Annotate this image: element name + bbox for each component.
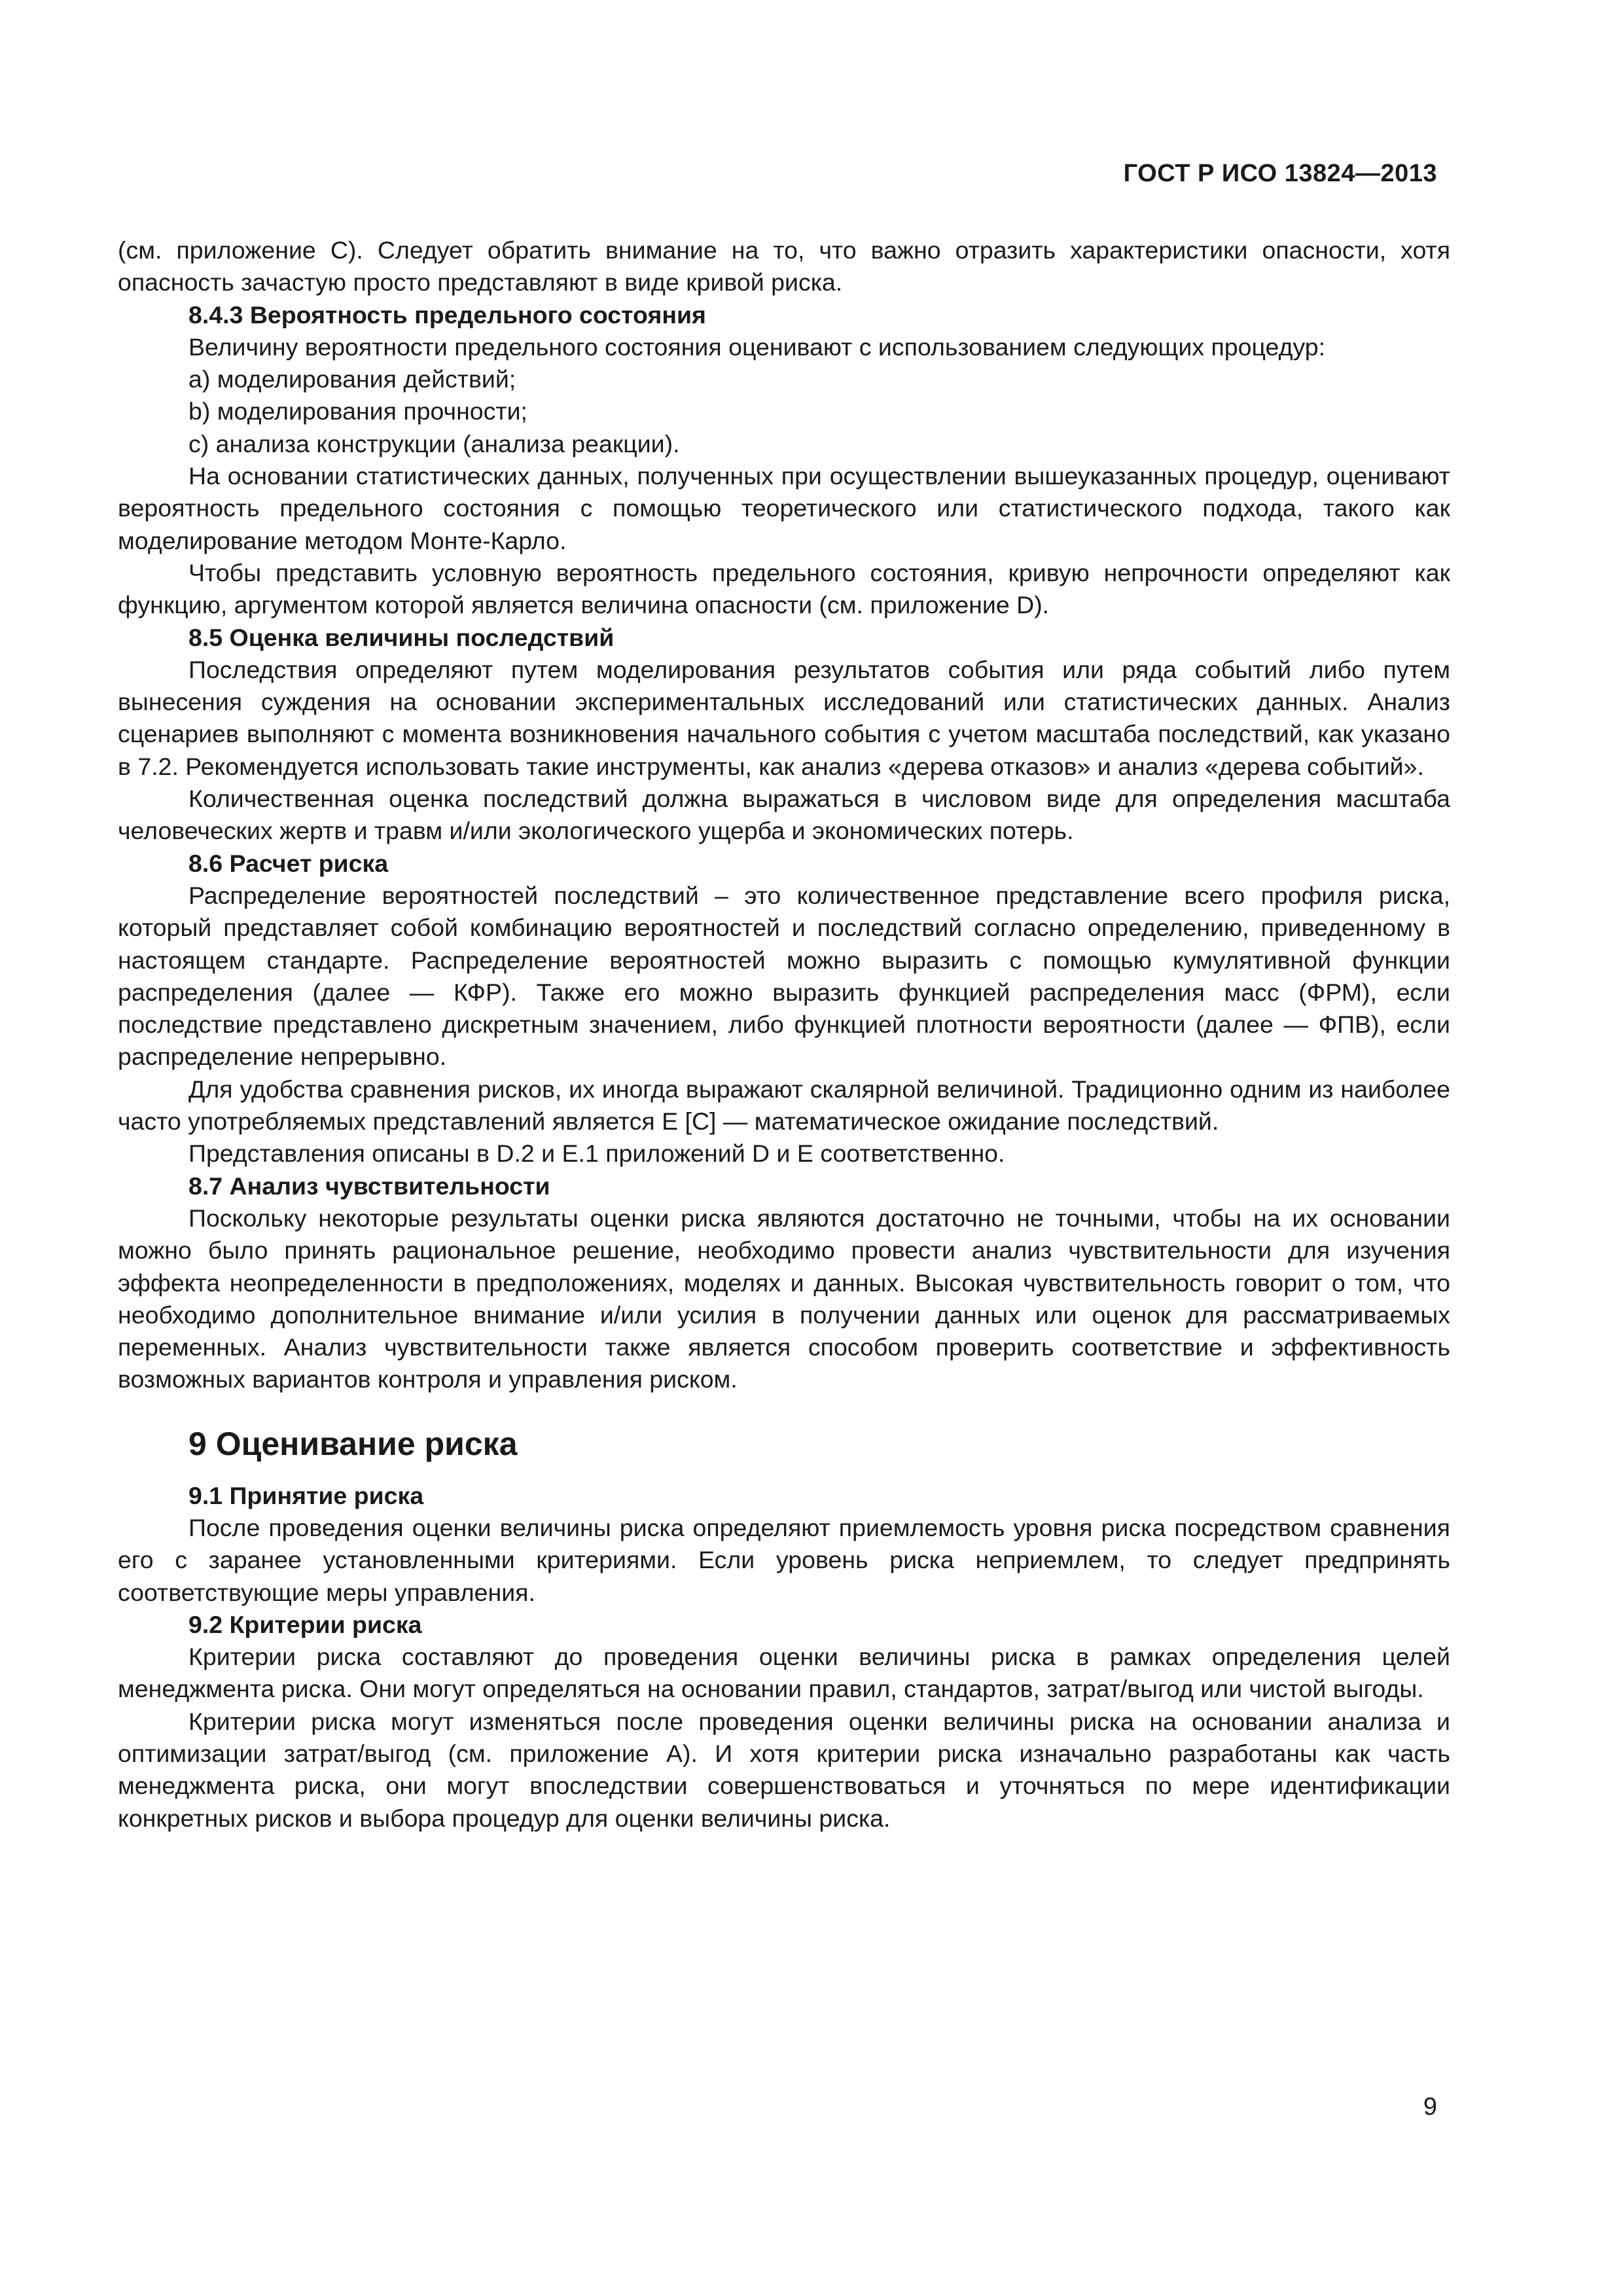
paragraph: На основании статистических данных, полученных при осуществлении вышеуказанных процедур, оценивают вероятность предельного состояния с помощью теоретического или статистического подхода, такого как моделирование методом Монте-Карло.: [118, 462, 1450, 554]
document-code: ГОСТ Р ИСО 13824—2013: [1123, 160, 1437, 187]
list-item: b) моделирования прочности;: [188, 397, 527, 425]
paragraph: (см. приложение С). Следует обратить внимание на то, что важно отразить характеристики опасности, хотя опасность зачастую просто представляют в виде кривой риска.: [118, 236, 1450, 296]
paragraph: Количественная оценка последствий должна выражаться в числовом виде для определения масштаба человеческих жертв и травм и/или экологического ущерба и экономических потерь.: [118, 785, 1450, 845]
list-item: c) анализа конструкции (анализа реакции).: [188, 429, 680, 457]
paragraph: Распределение вероятностей последствий – это количественное представление всего профиля риска, который представляет собой комбинацию вероятностей и последствий согласно определению, приведенному в настоящем стандарте. Распределение вероятностей можно выразить с помощью кумулятивной функции распределения (далее — КФР). Также его можно выразить функцией распределения масс (ФРМ), если последствие представлено дискретным значением, либо функцией плотности вероятности (далее — ФПВ), если распределение непрерывно.: [118, 881, 1450, 1071]
chapter-heading-9: 9 Оценивание риска: [188, 1425, 518, 1462]
page-number: 9: [1423, 2093, 1437, 2121]
section-heading-8-5: 8.5 Оценка величины последствий: [188, 623, 615, 651]
section-heading-9-2: 9.2 Критерии риска: [188, 1610, 422, 1638]
paragraph: Представления описаны в D.2 и E.1 приложений D и E соответственно.: [188, 1139, 1005, 1168]
paragraph: Чтобы представить условную вероятность предельного состояния, кривую непрочности определяют как функцию, аргументом которой является величина опасности (см. приложение D).: [118, 558, 1450, 619]
section-heading-8-4-3: 8.4.3 Вероятность предельного состояния: [188, 300, 706, 329]
paragraph: Последствия определяют путем моделирования результатов события или ряда событий либо путем вынесения суждения на основании экспериментальных исследований или статистических данных. Анализ сценариев выполняют с момента возникновения начального события с учетом масштаба последствий, как указано в 7.2. Рекомендуется использовать такие инструменты, как анализ «дерева отказов» и анализ «дерева событий».: [118, 655, 1450, 780]
section-heading-8-7: 8.7 Анализ чувствительности: [188, 1172, 550, 1200]
section-heading-9-1: 9.1 Принятие риска: [188, 1481, 424, 1509]
paragraph: Критерии риска могут изменяться после проведения оценки величины риска на основании анализа и оптимизации затрат/выгод (см. приложение А). И хотя критерии риска изначально разработаны как часть менеджмента риска, они могут впоследствии совершенствоваться и уточняться по мере идентификации конкретных рисков и выбора процедур для оценки величины риска.: [118, 1707, 1450, 1832]
paragraph: Величину вероятности предельного состояния оценивают с использованием следующих процедур:: [188, 332, 1326, 361]
paragraph: Критерии риска составляют до проведения оценки величины риска в рамках определения целей менеджмента риска. Они могут определяться на основании правил, стандартов, затрат/выгод или чистой выгоды.: [118, 1643, 1450, 1703]
paragraph: Поскольку некоторые результаты оценки риска являются достаточно не точными, чтобы на их основании можно было принять рациональное решение, необходимо провести анализ чувствительности для изучения эффекта неопределенности в предположениях, моделях и данных. Высокая чувствительность говорит о том, что необходимо дополнительное внимание и/или усилия в получении данных или оценок для рассматриваемых переменных. Анализ чувствительности также является способом проверить соответствие и эффективность возможных вариантов контроля и управления риском.: [118, 1204, 1450, 1393]
section-heading-8-6: 8.6 Расчет риска: [188, 849, 389, 877]
paragraph: Для удобства сравнения рисков, их иногда выражают скалярной величиной. Традиционно одним из наиболее часто употребляемых представлений является E [C] — математическое ожидание последствий.: [118, 1075, 1450, 1136]
paragraph: После проведения оценки величины риска определяют приемлемость уровня риска посредством сравнения его с заранее установленными критериями. Если уровень риска неприемлем, то следует предпринять соответствующие меры управления.: [118, 1513, 1450, 1606]
list-item: a) моделирования действий;: [188, 365, 516, 393]
document-body: [118, 234, 1450, 1835]
